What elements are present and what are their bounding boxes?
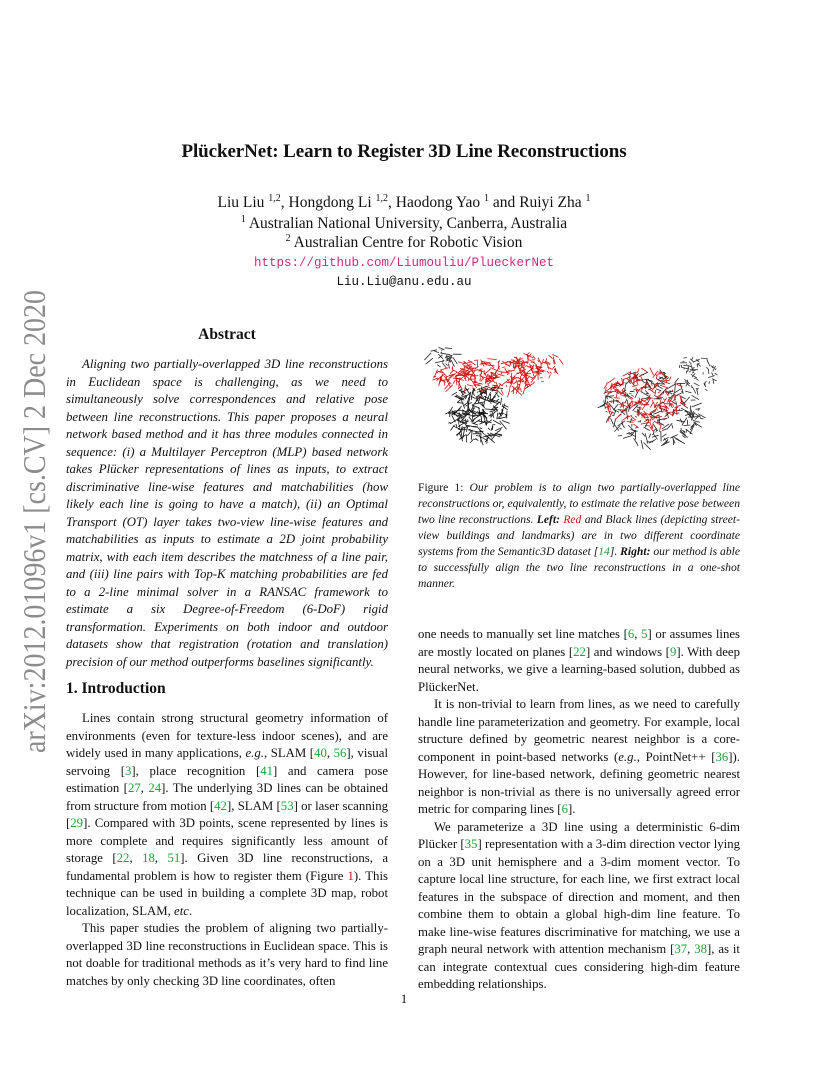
citation-link[interactable]: 22	[116, 851, 130, 865]
citation-link[interactable]: 6	[627, 627, 635, 641]
right-black-lines	[598, 369, 706, 449]
github-link[interactable]: https://github.com/Liumouliu/PlueckerNet	[253, 256, 555, 270]
figure-1-image	[418, 322, 742, 460]
author-sup: 1,2	[268, 193, 281, 204]
citation-link[interactable]: 3	[124, 763, 132, 778]
figure-1-caption: Figure 1: Our problem is to align two partially-overlapped line reconstructions or, equivalently, to estimate the relative pose between two line reconstructions. Left: Red and Black lines (depicting street-view buildings and landmarks) are in two different coordinate systems from the Semantic3D dataset [14]. Right: our method is able to successfully align the two line reconstructions in a one-shot manner.	[418, 481, 741, 590]
figure-ref-link[interactable]: 1	[347, 868, 354, 883]
citation-link[interactable]: 36	[715, 749, 729, 764]
citation-link[interactable]: 53	[280, 798, 294, 813]
citation-link[interactable]: 22	[573, 644, 586, 659]
citation-link[interactable]: 38	[694, 942, 708, 956]
right-paragraph-1: It is non-trivial to learn from lines, as we need to carefully handle line parameterization and geometry. For example, local structure defined by geometric nearest neighbor is a core-component in point-based networks (e.g., PointNet++ [36]). However, for line-based network, defining geometric nearest neighbor is non-trivial as there is no universally agreed error metric for comparing lines [6].	[418, 697, 741, 816]
citation-link[interactable]: 37	[674, 942, 688, 956]
citation-link[interactable]: 24	[148, 781, 162, 795]
affiliation-text: Australian Centre for Robotic Vision	[293, 234, 523, 252]
citation-link[interactable]: 51	[167, 851, 181, 865]
author-name: Ruiyi Zha	[519, 194, 582, 212]
author-sup: 1	[585, 193, 591, 204]
author-name: Hongdong Li	[288, 194, 372, 212]
citation-link[interactable]: 41	[260, 763, 274, 778]
affiliation-num: 2	[285, 233, 291, 244]
right-black-sparse	[679, 357, 717, 394]
abstract-text: Aligning two partially-overlapped 3D line reconstructions in Euclidean space is challenging, as we need to simultaneously solve correspondences and relative pose between line reconstructions. This paper proposes a neural network based method and it has three modules connected in sequence: (i) a Multilayer Perceptron (MLP) based network takes Plücker representations of lines as inputs, to extract discriminative line-wise features and matchabilities (how likely each line is going to have a match), (ii) an Optimal Transport (OT) layer takes two-view line-wise features and matchabilities as inputs to estimate a 2D joint probability matrix, with each item describes the matchness of a line pair, and (iii) line pairs with Top-K matching probabilities are fed to a 2-line minimal solver in a RANSAC framework to estimate a six Degree-of-Freedom (6-DoF) rigid transformation. Experiments on both indoor and outdoor datasets show that registration (rotation and translation) precision of our method outperforms baselines significantly.	[66, 357, 388, 669]
author-name: Haodong Yao	[395, 194, 481, 212]
citation-link[interactable]: 35	[464, 837, 478, 851]
citation-link[interactable]: 40	[314, 746, 327, 760]
intro-body	[66, 710, 388, 990]
citation-link[interactable]: 6	[561, 802, 568, 816]
affiliation-num: 1	[240, 214, 246, 225]
author-list: Liu Liu $^{1,2}$, Hongdong Li $^{1,2}$, Haodong Yao $^1$ and Ruiyi Zha $^1$	[217, 193, 591, 212]
arxiv-stamp	[0, 290, 60, 760]
citation-link[interactable]: 9	[669, 644, 677, 659]
affiliation-text: Australian National University, Canberra, Australia	[248, 215, 568, 233]
paper-title: PlückerNet: Learn to Register 3D Line Reconstructions	[181, 141, 627, 162]
left-black-building	[424, 347, 461, 368]
citation-link[interactable]: 27	[127, 781, 141, 795]
author-sup: 1	[484, 193, 490, 204]
right-red-lines	[604, 368, 686, 432]
author-conj: and	[492, 194, 516, 212]
citation-link[interactable]: 18	[142, 851, 155, 865]
citation-link[interactable]: 5	[641, 627, 648, 641]
page-number: 1	[400, 991, 408, 1006]
intro-heading: 1. Introduction	[66, 680, 166, 697]
author-name: Liu Liu	[217, 194, 265, 212]
left-red-lines	[433, 359, 552, 399]
arxiv-stamp-text: arXiv:2012.01096v1 [cs.CV] 2 Dec 2020	[17, 290, 52, 753]
intro-paragraph-1: Lines contain strong structural geometry information of environments (even for texture-less indoor scenes), and are widely used in many applications, e.g., SLAM [40, 56], visual servoing [3], place recognition [41] and camera pose estimation [27, 24]. The underlying 3D lines can be obtained from structure from motion [42], SLAM [53] or laser scanning [29]. Compared with 3D points, scene represented by lines is more complete and requires significantly less amount of storage [22, 18, 51]. Given 3D line reconstructions, a fundamental problem is how to register them (Figure 1). This technique can be used in building a complete 3D map, robot localization, SLAM, etc.	[66, 711, 389, 918]
author-sup: 1,2	[375, 193, 389, 204]
citation-link[interactable]: 42	[214, 798, 227, 813]
left-black-lines	[445, 386, 509, 445]
right-paragraph-0: one needs to manually set line matches [6, 5] or assumes lines are mostly located on planes [22] and windows [9]. With deep neural networks, we give a learning-based solution, dubbed as PlückerNet.	[418, 627, 740, 694]
citation-link[interactable]: 29	[70, 816, 84, 830]
intro-paragraph-2: This paper studies the problem of aligning two partially-overlapped 3D line reconstructions in Euclidean space. This is not doable for traditional methods as it’s very hard to find line matches by only checking 3D line coordinates, often	[66, 921, 388, 988]
abstract-heading: Abstract	[198, 326, 256, 343]
citation-link[interactable]: 14	[598, 545, 610, 558]
right-column-body	[418, 626, 740, 994]
affiliation-1	[0, 214, 808, 233]
right-paragraph-2: We parameterize a 3D line using a deterministic 6-dim Plücker [35] representation with a 3-dim direction vector lying on a 3D unit hemisphere and a 3-dim moment vector. To capture local line structure, for each line, we first extract local features in the subspace of direction and moment, and then combine them to obtain a global high-dim line feature. To make line-wise features discriminative for matching, we use a graph neural network with attention mechanism [37, 38], as it can integrate contextual cues considering high-dim feature embedding relationships.	[418, 819, 740, 991]
citation-link[interactable]: 56	[333, 746, 347, 760]
affiliation-2	[0, 233, 808, 252]
author-email[interactable]: Liu.Liu@anu.edu.au	[336, 275, 472, 289]
